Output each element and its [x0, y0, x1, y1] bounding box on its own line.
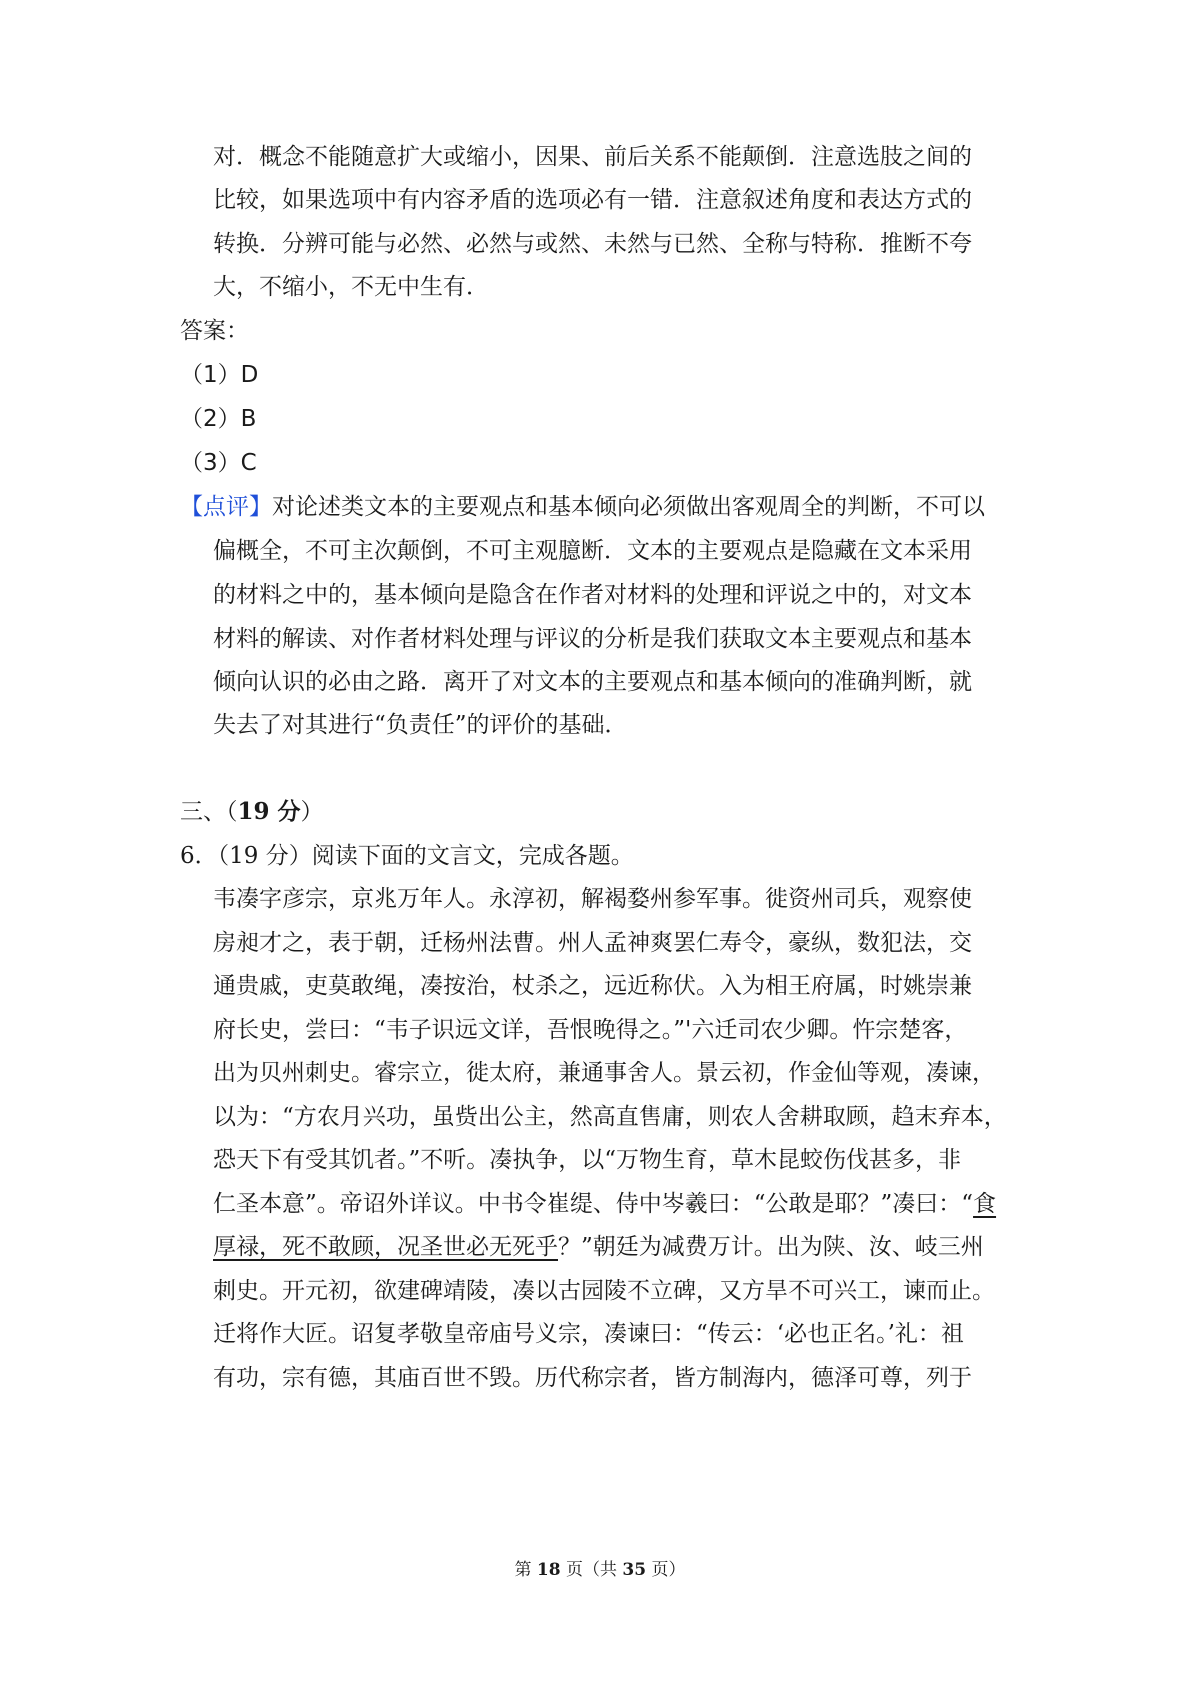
- passage-line: 有功，宗有德，其庙百世不毁。历代称宗者，皆方制海内，德泽可尊，列于: [213, 1365, 972, 1391]
- passage-line: 府长史，尝曰：“韦子识远文详，吾恨晚得之。”'六迁司农少卿。忤宗楚客，: [213, 1017, 968, 1043]
- comment-line: 偏概全，不可主次颠倒，不可主观臆断．文本的主要观点是隐藏在文本采用: [213, 538, 972, 564]
- answer-item: （2）B: [180, 406, 257, 432]
- answer-item: （3）C: [180, 450, 257, 476]
- answer-item: （1）D: [180, 362, 259, 388]
- passage-line: [213, 1189, 996, 1219]
- analysis-line: 对．概念不能随意扩大或缩小，因果、前后关系不能颠倒．注意选肢之间的: [213, 144, 972, 170]
- analysis-line: 转换．分辨可能与必然、必然与或然、未然与已然、全称与特称．推断不夸: [213, 231, 972, 257]
- passage-text: 仁圣本意”。帝诏外详议。中书令崔缇、侍中岑羲曰：“公敢是耶？”凑曰：“: [213, 1191, 974, 1217]
- page-footer: [0, 1555, 1200, 1580]
- question-title: 6．（19 分）阅读下面的文言文，完成各题。: [180, 843, 634, 869]
- answer-label: 答案：: [180, 318, 249, 344]
- section-score: 19 分: [237, 798, 301, 825]
- comment-line: 材料的解读、对作者材料处理与评议的分析是我们获取文本主要观点和基本: [213, 626, 972, 652]
- section-suffix: ）: [300, 799, 324, 825]
- footer-pre: 第: [514, 1560, 532, 1580]
- passage-line: 韦凑字彦宗，京兆万年人。永淳初，解褐婺州参军事。徙资州司兵，观察使: [213, 886, 972, 912]
- comment-line: 失去了对其进行“负责任”的评价的基础．: [213, 712, 628, 738]
- passage-line: 以为：“方农月兴功，虽赀出公主，然高直售庸，则农人舍耕取顾，趋末弃本，: [213, 1104, 1007, 1130]
- underlined-sentence: 厚禄，死不敢顾，况圣世必无死乎: [213, 1234, 558, 1260]
- passage-line: 房昶才之，表于朝，迁杨州法曹。州人孟神爽罢仁寿令，豪纵，数犯法，交: [213, 930, 972, 956]
- footer-page-number: 18: [536, 1560, 561, 1580]
- comment-tag: 【点评】: [180, 494, 272, 520]
- analysis-line: 大，不缩小，不无中生有．: [213, 274, 489, 300]
- section-prefix: 三、（: [180, 799, 238, 825]
- footer-mid: 页（共: [566, 1560, 617, 1580]
- comment-text: 对论述类文本的主要观点和基本倾向必须做出客观周全的判断，不可以: [272, 494, 985, 520]
- passage-line: 通贵戚，吏莫敢绳，凑按治，杖杀之，远近称伏。入为相王府属，时姚崇兼: [213, 973, 972, 999]
- comment-first-line: [180, 492, 985, 522]
- passage-text: ？”朝廷为减费万计。出为陕、汝、岐三州: [558, 1234, 984, 1260]
- passage-line: 刺史。开元初，欲建碑靖陵，凑以古园陵不立碑，又方旱不可兴工，谏而止。: [213, 1278, 995, 1304]
- passage-line: 恐天下有受其饥者。”不听。凑执争，以“万物生育，草木昆蛟伤伐甚多，非: [213, 1147, 962, 1173]
- passage-line: 迁将作大匠。诏复孝敬皇帝庙号义宗，凑谏曰：“传云：‘必也正名。’礼：祖: [213, 1321, 964, 1347]
- comment-line: 的材料之中的，基本倾向是隐含在作者对材料的处理和评说之中的，对文本: [213, 582, 972, 608]
- footer-post: 页）: [651, 1560, 686, 1580]
- analysis-line: 比较，如果选项中有内容矛盾的选项必有一错．注意叙述角度和表达方式的: [213, 187, 972, 213]
- underlined-sentence: 食: [973, 1191, 997, 1217]
- comment-line: 倾向认识的必由之路．离开了对文本的主要观点和基本倾向的准确判断，就: [213, 669, 972, 695]
- footer-total-pages: 35: [622, 1560, 647, 1580]
- passage-line: [213, 1232, 984, 1262]
- passage-line: 出为贝州刺史。睿宗立，徙太府，兼通事舍人。景云初，作金仙等观，凑谏，: [213, 1060, 995, 1086]
- section-heading: [180, 797, 324, 827]
